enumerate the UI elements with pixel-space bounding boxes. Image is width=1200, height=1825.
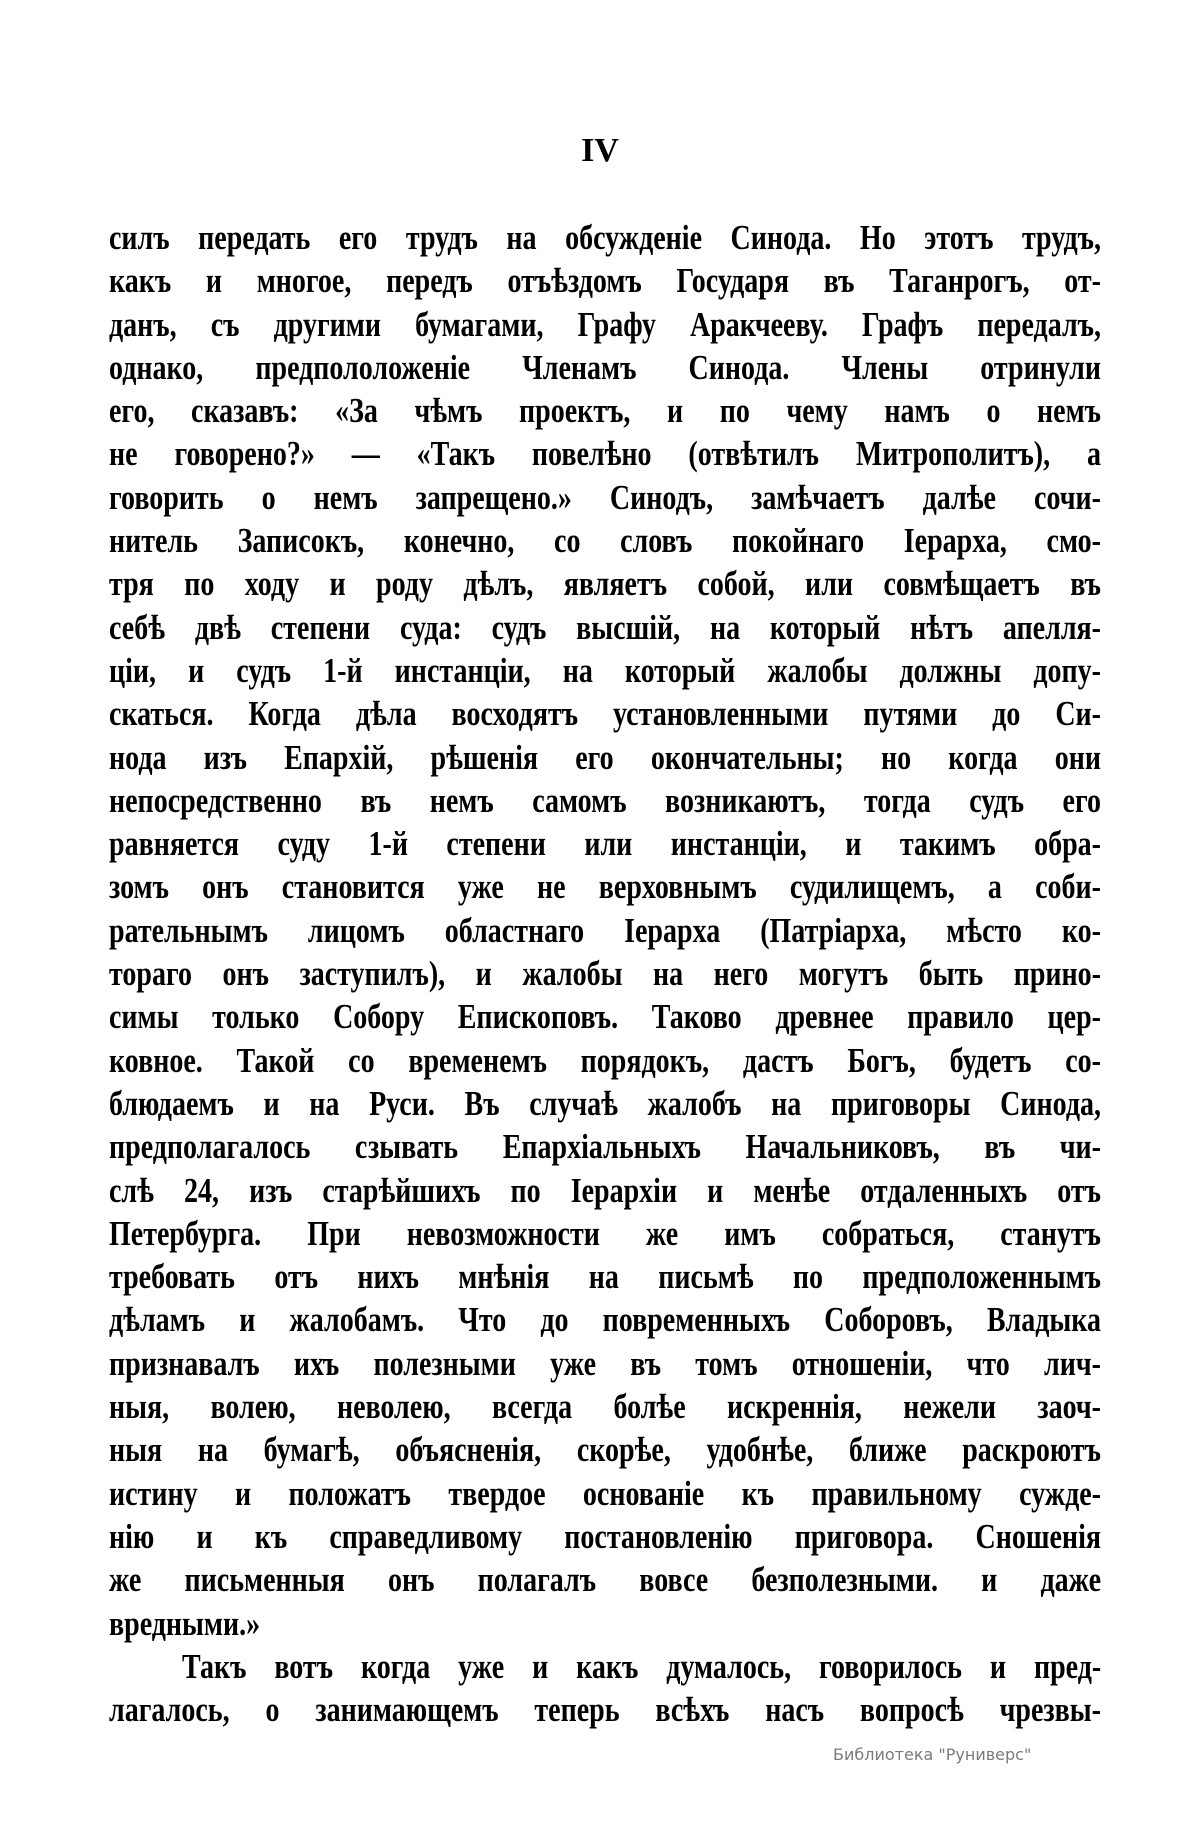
text-line: тораго онъ заступилъ), и жалобы на него могутъ быть прино-: [109, 954, 1101, 994]
text-line: симы только Собору Епископовъ. Таково древнее правило цер-: [109, 997, 1101, 1037]
body-text: [109, 216, 1101, 1731]
text-line: предполагалось сзывать Епархіальныхъ Начальниковъ, въ чи-: [109, 1127, 1101, 1167]
library-watermark: Библиотека "Руниверс": [833, 1745, 1032, 1764]
text-line: Такъ вотъ когда уже и какъ думалось, говорилось и пред-: [182, 1646, 1102, 1686]
text-line: ціи, и судъ 1-й инстанціи, на который жалобы должны допу-: [109, 650, 1101, 690]
text-line: скаться. Когда дѣла восходятъ установленными путями до Си-: [109, 694, 1101, 734]
text-line: вредными.»: [109, 1603, 261, 1643]
text-line: же письменныя онъ полагалъ вовсе безполезными. и даже: [109, 1560, 1101, 1600]
page-number: IV: [581, 132, 619, 169]
text-line: тря по ходу и роду дѣлъ, являетъ собой, или совмѣщаетъ въ: [109, 564, 1101, 604]
text-line: дѣламъ и жалобамъ. Что до повременныхъ Соборовъ, Владыка: [109, 1300, 1101, 1340]
text-line: нію и къ справедливому постановленію приговора. Сношенія: [109, 1516, 1101, 1556]
text-line: Петербурга. При невозможности же имъ собраться, станутъ: [109, 1213, 1101, 1253]
text-line: нитель Записокъ, конечно, со словъ покойнаго Іерарха, смо-: [109, 521, 1101, 561]
text-line: зомъ онъ становится уже не верховнымъ судилищемъ, а соби-: [109, 867, 1101, 907]
text-line: равняется суду 1-й степени или инстанціи, и такимъ обра-: [109, 824, 1101, 864]
text-line: говорить о немъ запрещено.» Синодъ, замѣчаетъ далѣе сочи-: [109, 477, 1101, 517]
text-line: непосредственно въ немъ самомъ возникаютъ, тогда судъ его: [109, 780, 1101, 820]
text-line: требовать отъ нихъ мнѣнія на письмѣ по предположеннымъ: [109, 1257, 1101, 1297]
text-line: какъ и многое, передъ отъѣздомъ Государя въ Таганрогъ, от-: [109, 261, 1101, 301]
text-line: однако, предпололоженіе Членамъ Синода. Члены отринули: [109, 347, 1101, 387]
text-line: истину и положатъ твердое основаніе къ правильному сужде-: [109, 1473, 1101, 1513]
text-line: лагалось, о занимающемъ теперь всѣхъ насъ вопросѣ чрезвы-: [109, 1690, 1101, 1730]
text-line: нода изъ Епархій, рѣшенія его окончательны; но когда они: [109, 737, 1101, 777]
text-line: его, сказавъ: «За чѣмъ проектъ, и по чему намъ о немъ: [109, 391, 1101, 431]
text-line: данъ, съ другими бумагами, Графу Аракчееву. Графъ передалъ,: [109, 304, 1101, 344]
text-line: ныя на бумагѣ, объясненія, скорѣе, удобнѣе, ближе раскроютъ: [109, 1430, 1101, 1470]
text-line: ковное. Такой со временемъ порядокъ, дастъ Богъ, будетъ со-: [109, 1040, 1101, 1080]
text-line: рательнымъ лицомъ областнаго Іерарха (Патріарха, мѣсто ко-: [109, 910, 1101, 950]
text-line: блюдаемъ и на Руси. Въ случаѣ жалобъ на приговоры Синода,: [109, 1083, 1101, 1123]
text-line: себѣ двѣ степени суда: судъ высшій, на который нѣтъ апелля-: [109, 607, 1101, 647]
text-line: признавалъ ихъ полезными уже въ томъ отношеніи, что лич-: [109, 1343, 1101, 1383]
text-line: не говорено?» — «Такъ повелѣно (отвѣтилъ Митрополитъ), а: [109, 434, 1101, 474]
text-line: ныя, волею, неволею, всегда болѣе искреннія, нежели заоч-: [109, 1387, 1101, 1427]
text-line: слѣ 24, изъ старѣйшихъ по Іерархіи и менѣе отдаленныхъ отъ: [109, 1170, 1101, 1210]
text-line: силъ передать его трудъ на обсужденіе Синода. Но этотъ трудъ,: [109, 218, 1101, 257]
